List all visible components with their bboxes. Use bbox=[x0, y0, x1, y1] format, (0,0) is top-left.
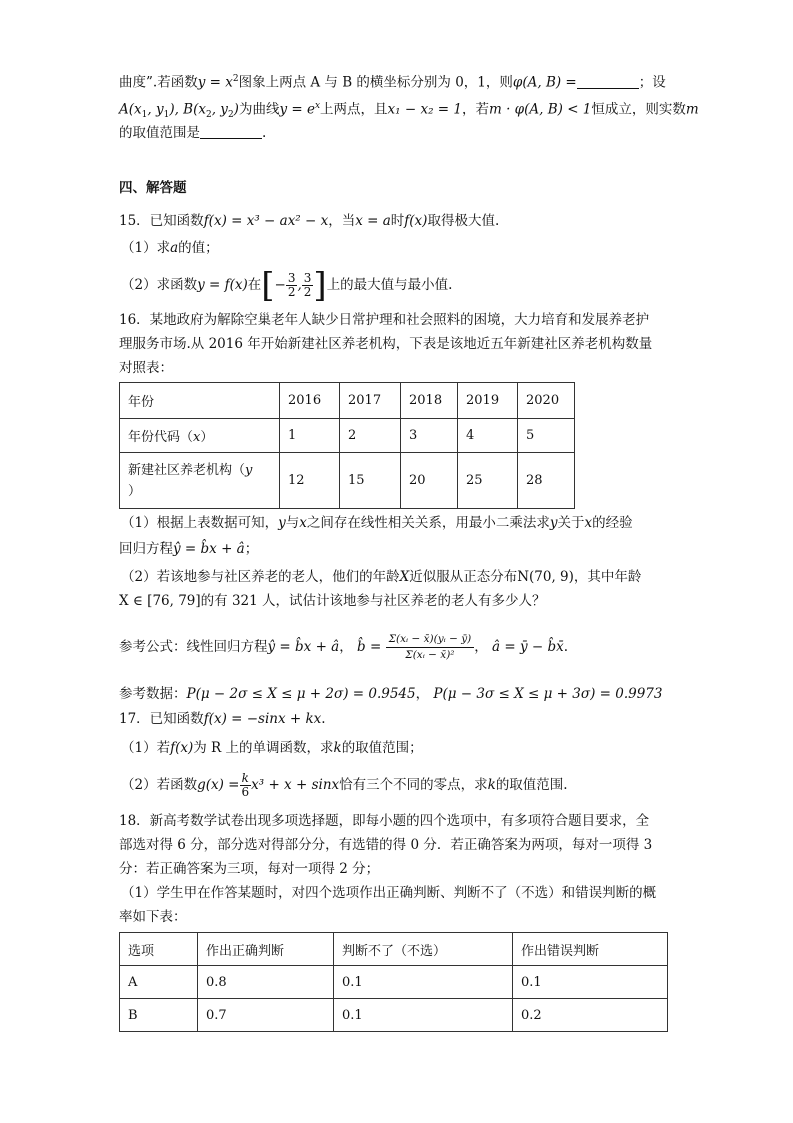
table-cell: A bbox=[120, 966, 198, 999]
q18-line-1: 18．新高考数学试卷出现多项选择题，即每小题的四个选项中，有多项符合题目要求，全 bbox=[119, 813, 650, 829]
table-cell: 20 bbox=[401, 453, 458, 509]
q16-line-3: 对照表： bbox=[119, 360, 173, 376]
math-expr: A(x bbox=[119, 101, 142, 118]
q17-part-2: （2）若函数g(x) = $\frac{k}{6}$ x³ + x + sinx恰有三个不同的零点，求k的取值范围. bbox=[121, 771, 568, 799]
right-bracket: ] bbox=[313, 265, 327, 306]
table-cell: 判断不了（不选） bbox=[334, 933, 513, 966]
table-cell: 15 bbox=[340, 453, 401, 509]
text: （1）求 bbox=[121, 240, 171, 256]
table-row bbox=[120, 999, 668, 1032]
table-cell: B bbox=[120, 999, 198, 1032]
table-cell: 1 bbox=[280, 419, 340, 453]
text: 时 bbox=[390, 213, 405, 229]
table-cell: 25 bbox=[458, 453, 518, 509]
math-expr: m · φ(A, B) < 1 bbox=[488, 101, 592, 118]
text: 图象上两点 A 与 B 的横坐标分别为 0，1，则 bbox=[238, 74, 513, 91]
q16-part-2: （2）若该地参与社区养老的老人，他们的年龄X近似服从正态分布N(70, 9)，其中年龄 bbox=[121, 569, 642, 585]
table-cell: 2019 bbox=[458, 383, 518, 419]
left-bracket: [ bbox=[261, 265, 275, 306]
q16-line-2: 理服务市场.从 2016 年开始新建社区养老机构，下表是该地近五年新建社区养老机构数量 bbox=[119, 336, 653, 352]
q16-part-1: （1）根据上表数据可知，y与x之间存在线性相关关系，用最小二乘法求y关于x的经验 bbox=[121, 515, 633, 531]
table-cell: 0.7 bbox=[198, 999, 334, 1032]
table-cell: 年份代码（x） bbox=[120, 419, 280, 453]
table-cell: 0.1 bbox=[334, 966, 513, 999]
table-row bbox=[120, 966, 668, 999]
table-cell: 2017 bbox=[340, 383, 401, 419]
table-cell: 新建社区养老机构（y ） bbox=[120, 453, 280, 509]
table-cell: 0.8 bbox=[198, 966, 334, 999]
table-cell: 28 bbox=[518, 453, 575, 509]
text: ，当 bbox=[328, 213, 356, 229]
q18-line-5: 率如下表： bbox=[119, 909, 187, 925]
table-cell: 2 bbox=[340, 419, 401, 453]
q15-part-2: （2）求函数y = f(x)在[− $\frac{3}{2}$ , $\frac{3}{2}$ ]上的最大值与最小值. bbox=[121, 265, 453, 306]
fraction: $\frac{\text{Σ(xᵢ − x̄)(yᵢ − ȳ)}}{\text{Σ(xᵢ − x̄)²}}$ bbox=[386, 633, 475, 662]
q18-line-3: 分：若正确答案为三项，每对一项得 2 分； bbox=[119, 861, 380, 877]
text: 取得极大值. bbox=[427, 213, 500, 229]
q15-stem bbox=[119, 210, 679, 232]
text: ，若 bbox=[461, 101, 489, 118]
text: ；设 bbox=[638, 74, 666, 91]
q16-part-1-cont: 回归方程ŷ = b̂x + â； bbox=[119, 541, 259, 557]
math-expr: y = x bbox=[197, 74, 233, 91]
table-row bbox=[120, 419, 575, 453]
table-cell: 作出错误判断 bbox=[513, 933, 668, 966]
q16-line-1: 16．某地政府为解除空巢老年人缺少日常护理和社会照料的困境，大力培育和发展养老护 bbox=[119, 312, 650, 328]
q16-reference-data: 参考数据：P(μ − 2σ ≤ X ≤ μ + 2σ) = 0.9545， P(μ − 3σ ≤ X ≤ μ + 3σ) = 0.9973 bbox=[119, 686, 663, 702]
math-expr: f(x) = x³ − ax² − x bbox=[203, 213, 329, 229]
q17-part-1: （1）若f(x)为 R 上的单调函数，求k的取值范围； bbox=[121, 740, 423, 756]
text: 的取值范围是 bbox=[119, 125, 200, 141]
table-cell: 0.1 bbox=[513, 966, 668, 999]
exponent: 2 bbox=[232, 74, 239, 84]
table-row bbox=[120, 933, 668, 966]
math-expr: φ(A, B) = bbox=[512, 74, 577, 91]
q16-data-table bbox=[119, 382, 575, 509]
table-cell: 选项 bbox=[120, 933, 198, 966]
fraction: $\frac{3}{2}$ bbox=[287, 271, 296, 299]
table-cell: 3 bbox=[401, 419, 458, 453]
math-expr: f(x) bbox=[404, 213, 428, 229]
math-expr: a bbox=[170, 240, 179, 256]
table-cell: 12 bbox=[280, 453, 340, 509]
fraction: $\frac{k}{6}$ bbox=[241, 771, 250, 799]
answer-blank[interactable] bbox=[200, 124, 262, 139]
q14-line-2: $A(x_1$, $y_1$), $B(x_2$, $y_2$)为曲线$y = e^x$上两点，且x₁ − x₂ = 1，若m · φ(A, B) < 1恒成立，则实数m bbox=[119, 101, 699, 121]
text: （2）求函数 bbox=[121, 277, 198, 293]
q16-part-2-cont: X ∈ [76, 79]的有 321 人，试估计该地参与社区养老的老人有多少人？ bbox=[119, 593, 546, 609]
q14-line-1 bbox=[119, 68, 679, 94]
q18-line-2: 部选对得 6 分，部分选对得部分分，有选错的得 0 分．若正确答案为两项，每对一项得 3 bbox=[119, 837, 653, 853]
text: 在 bbox=[247, 277, 262, 293]
table-cell: 作出正确判断 bbox=[198, 933, 334, 966]
answer-blank[interactable] bbox=[577, 74, 639, 89]
text: 为曲线 bbox=[238, 101, 280, 118]
fraction: $\frac{3}{2}$ bbox=[303, 271, 312, 299]
table-row bbox=[120, 383, 575, 419]
table-cell: 2020 bbox=[518, 383, 575, 419]
table-cell: 年份 bbox=[120, 383, 280, 419]
q15-part-1 bbox=[121, 237, 681, 259]
math-expr: x = a bbox=[355, 213, 391, 229]
section-heading: 四、解答题 bbox=[119, 180, 187, 196]
text: 恒成立，则实数 bbox=[591, 101, 686, 118]
table-cell: 5 bbox=[518, 419, 575, 453]
text: 曲度”.若函数 bbox=[119, 74, 198, 91]
text: . bbox=[262, 125, 267, 141]
math-expr: x₁ − x₂ = 1 bbox=[387, 101, 462, 118]
table-cell: 4 bbox=[458, 419, 518, 453]
text: 上的最大值与最小值. bbox=[326, 277, 453, 293]
math-expr: m bbox=[685, 101, 699, 118]
math-expr: y = e bbox=[279, 101, 315, 118]
text: 的值； bbox=[178, 240, 219, 256]
text: 15．已知函数 bbox=[119, 213, 204, 229]
text: 上两点，且 bbox=[320, 101, 388, 118]
q17-stem: 17．已知函数f(x) = −sinx + kx. bbox=[119, 711, 326, 727]
table-row bbox=[120, 453, 575, 509]
table-cell: 2018 bbox=[401, 383, 458, 419]
math-expr: y = f(x) bbox=[197, 277, 248, 293]
q16-formula: 参考公式：线性回归方程ŷ = b̂x + â， b̂ = $\frac{\text{Σ(xᵢ − x̄)(yᵢ − ȳ)}}{\text{Σ(xᵢ − x̄)²}}$ ， â = ȳ − b̂x̄. bbox=[119, 633, 569, 661]
table-cell: 0.2 bbox=[513, 999, 668, 1032]
table-cell: 2016 bbox=[280, 383, 340, 419]
table-cell: 0.1 bbox=[334, 999, 513, 1032]
q14-line-3 bbox=[119, 122, 679, 144]
q18-line-4: （1）学生甲在作答某题时，对四个选项作出正确判断、判断不了（不选）和错误判断的概 bbox=[121, 885, 657, 901]
q18-probability-table bbox=[119, 932, 668, 1032]
